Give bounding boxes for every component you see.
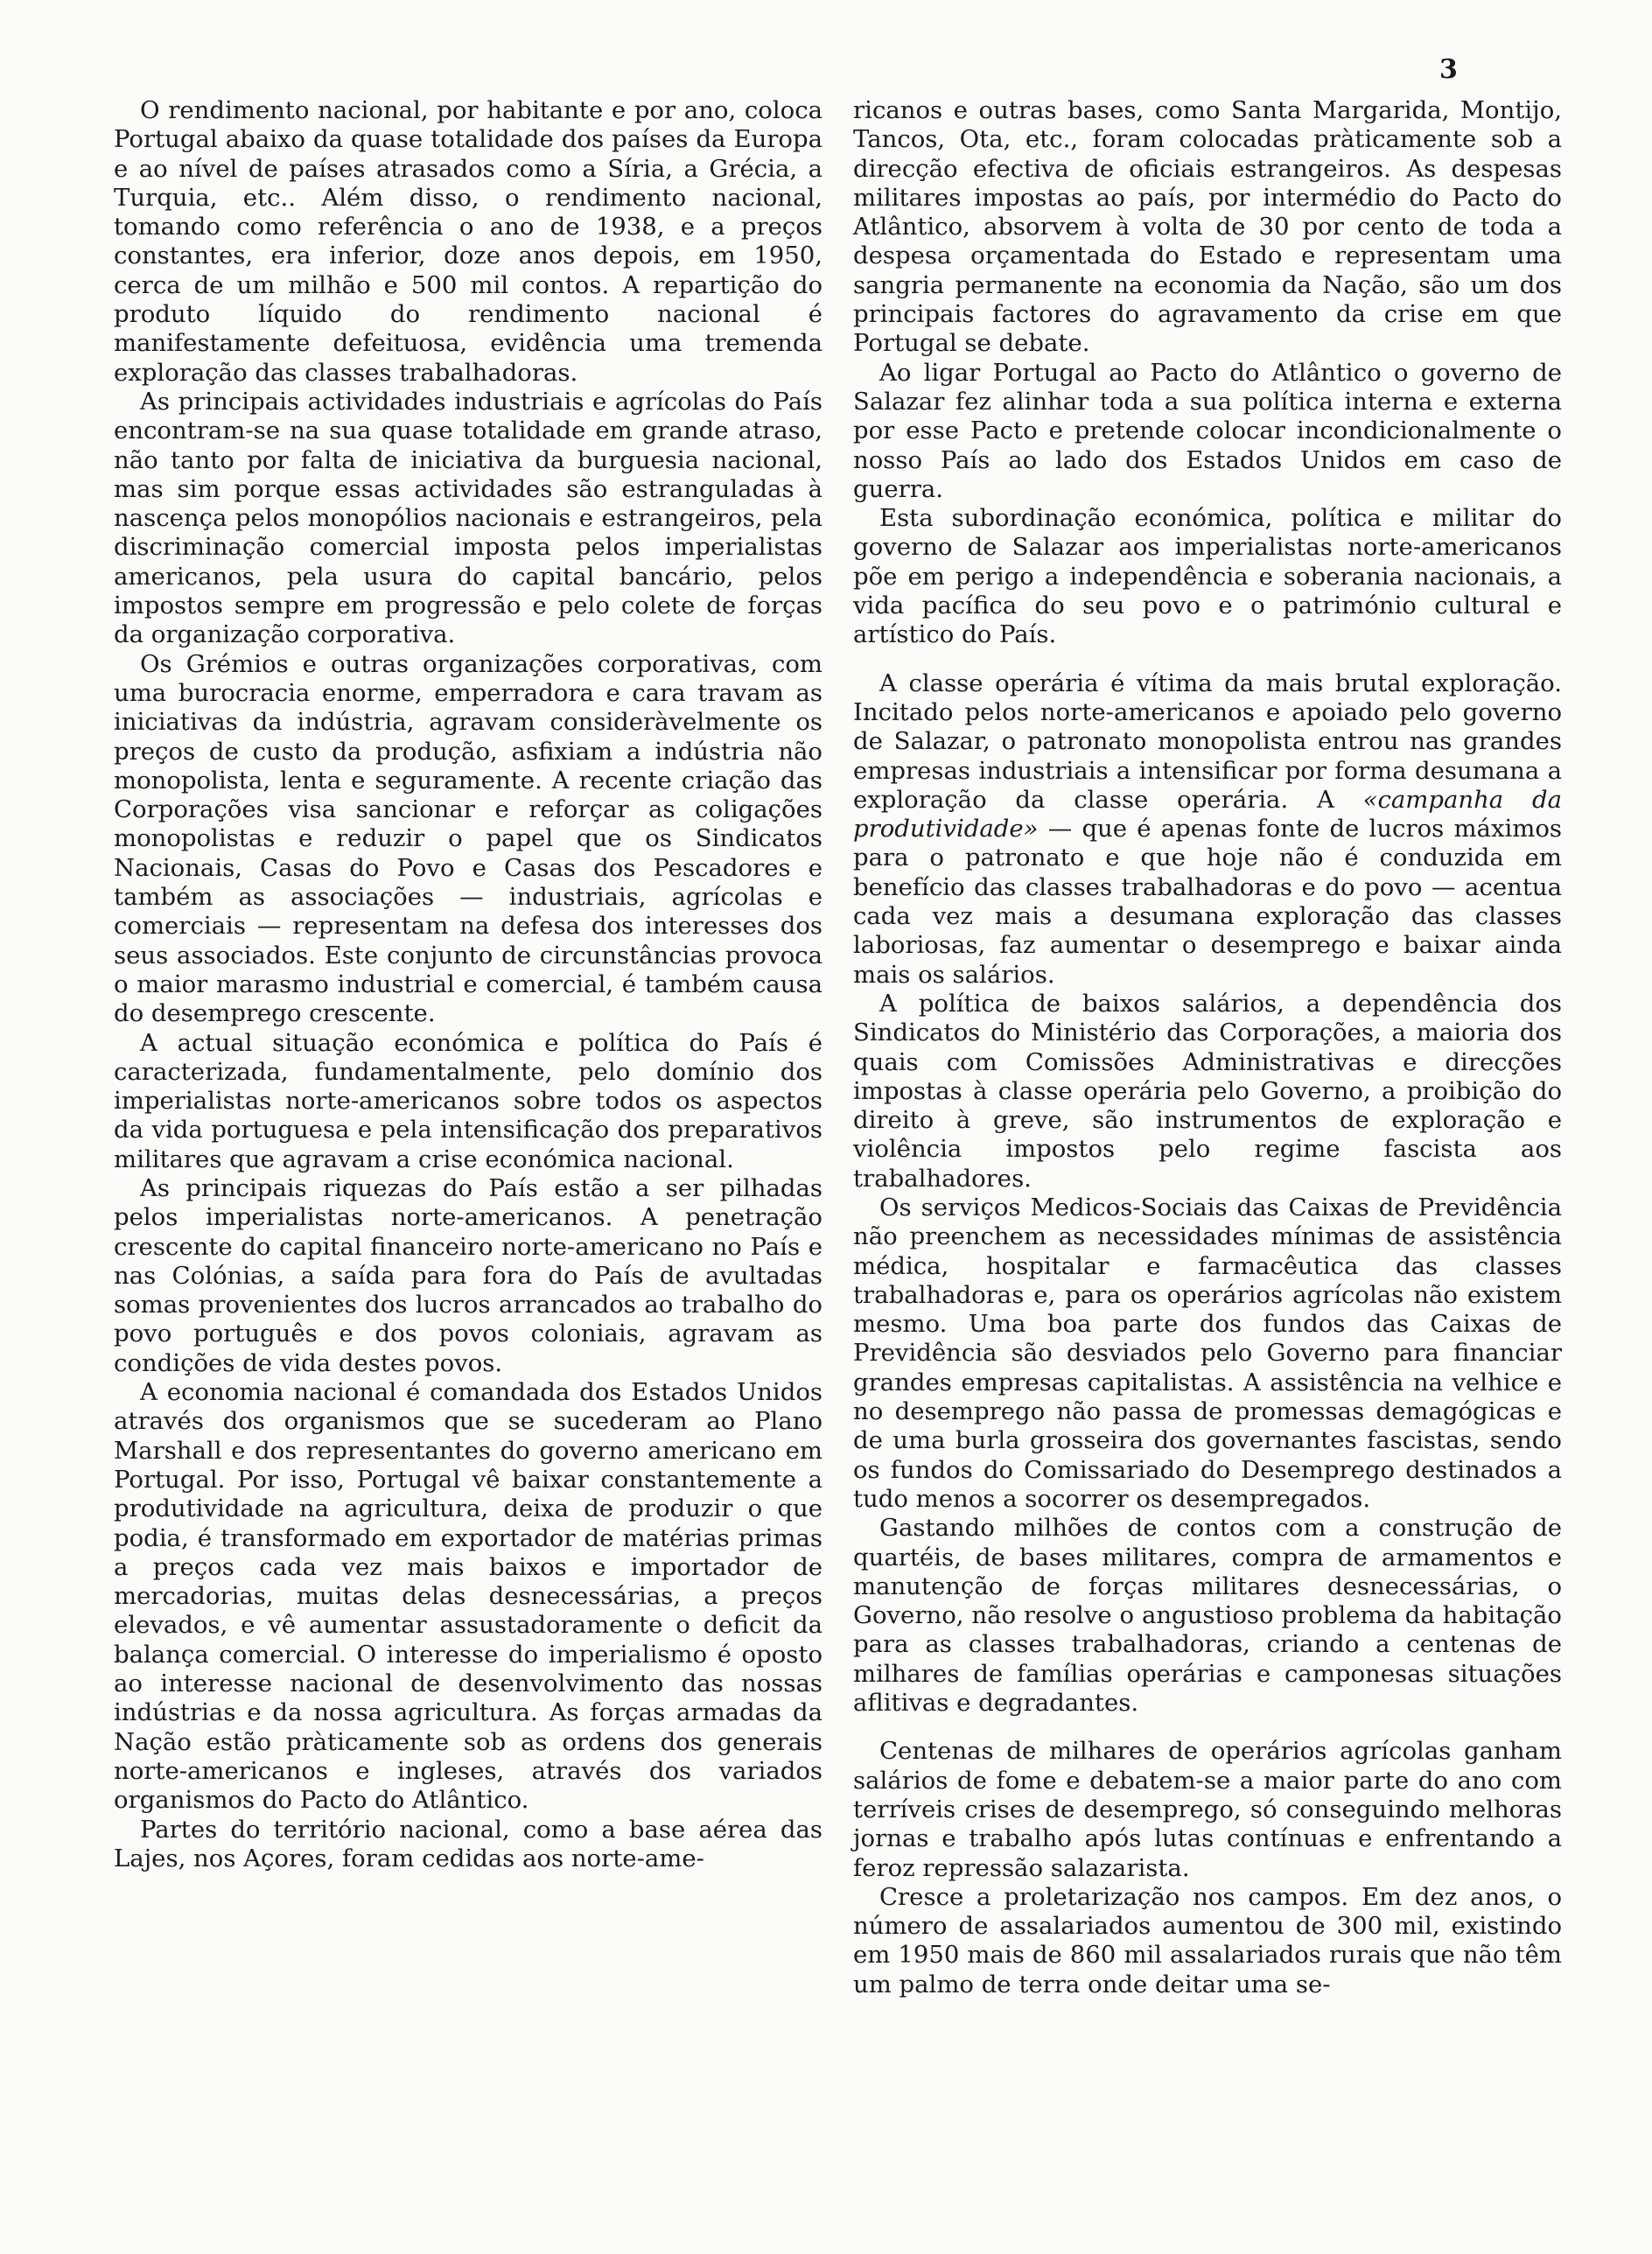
- paragraph: Cresce a proletarização nos campos. Em dez anos, o número de assalariados aumentou de 300 mil, existindo em 1950 mais de 860 mil assalariados rurais que não têm um palmo de terra onde deitar uma se-: [853, 1882, 1562, 1998]
- paragraph-text: A classe operária é vítima da mais brutal exploração. Incitado pelos norte-americanos e apoiado pelo governo de Salazar, o patronato monopolista entrou nas grandes empresas industriais a intensificar por forma desumana a exploração da classe operária. A: [853, 668, 1562, 814]
- paragraph: Esta subordinação económica, política e militar do governo de Salazar aos imperialistas norte-americanos põe em perigo a independência e soberania nacionais, a vida pacífica do seu povo e o património cultural e artístico do País.: [853, 504, 1562, 649]
- paragraph: Partes do território nacional, como a base aérea das Lajes, nos Açores, foram cedidas aos norte-ame-: [114, 1815, 822, 1872]
- right-column: [853, 96, 1562, 1999]
- paragraph: As principais actividades industriais e agrícolas do País encontram-se na sua quase totalidade em grande atraso, não tanto por falta de iniciativa da burguesia nacional, mas sim porque essas actividades são estranguladas à nascença pelos monopólios nacionais e estrangeiros, pela discriminação comercial imposta pelos imperialistas americanos, pela usura do capital bancário, pelos impostos sempre em progressão e pelo colete de forças da organização corporativa.: [114, 387, 822, 649]
- paragraph: Ao ligar Portugal ao Pacto do Atlântico o governo de Salazar fez alinhar toda a sua política interna e externa por esse Pacto e pretende colocar incondicionalmente o nosso País ao lado dos Estados Unidos em caso de guerra.: [853, 358, 1562, 503]
- paragraph: Centenas de milhares de operários agrícolas ganham salários de fome e debatem-se a maior parte do ano com terríveis crises de desemprego, só conseguindo melhoras jornas e trabalho após lutas contínuas e enfrentando a feroz repressão salazarista.: [853, 1737, 1562, 1882]
- page-number: 3: [1439, 54, 1458, 85]
- paragraph: A política de baixos salários, a dependência dos Sindicatos do Ministério das Corporações, a maioria dos quais com Comissões Administrativas e direcções impostas à classe operária pelo Governo, a proibição do direito à greve, são instrumentos de exploração e violência impostos pelo regime fascista aos trabalhadores.: [853, 989, 1562, 1193]
- paragraph: A economia nacional é comandada dos Estados Unidos através dos organismos que se sucederam ao Plano Marshall e dos representantes do governo americano em Portugal. Por isso, Portugal vê baixar constantemente a produtividade na agricultura, deixa de produzir o que podia, é transformado em exportador de matérias primas a preços cada vez mais baixos e importador de mercadorias, muitas delas desnecessárias, a preços elevados, e vê aumentar assustadoramente o deficit da balança comercial. O interesse do imperialismo é oposto ao interesse nacional de desenvolvimento das nossas indústrias e da nossa agricultura. As forças armadas da Nação estão pràticamente sob as ordens dos generais norte-americanos e ingleses, através dos variados organismos do Pacto do Atlântico.: [114, 1378, 822, 1815]
- paragraph: Gastando milhões de contos com a construção de quartéis, de bases militares, compra de armamentos e manutenção de forças militares desnecessárias, o Governo, não resolve o angustioso problema da habitação para as classes trabalhadoras, criando a centenas de milhares de famílias operárias e camponesas situações aflitivas e degradantes.: [853, 1514, 1562, 1718]
- paragraph-text: — que é apenas fonte de lucros máximos para o patronato e que hoje não é conduzida em benefício das classes trabalhadoras e do povo — acentua cada vez mais a desumana exploração das classes laboriosas, faz aumentar o desemprego e baixar ainda mais os salários.: [853, 815, 1562, 989]
- paragraph: As principais riquezas do País estão a ser pilhadas pelos imperialistas norte-americanos. A penetração crescente do capital financeiro norte-americano no País e nas Colónias, a saída para fora do País de avultadas somas provenientes dos lucros arrancados ao trabalho do povo português e dos povos coloniais, agravam as condições de vida destes povos.: [114, 1173, 822, 1377]
- emphasis-quote: «campanha da produtividade»: [853, 785, 1562, 844]
- left-column: [114, 96, 822, 1873]
- paragraph: ricanos e outras bases, como Santa Margarida, Montijo, Tancos, Ota, etc., foram colocadas pràticamente sob a direcção efectiva de oficiais estrangeiros. As despesas militares impostas ao país, por intermédio do Pacto do Atlântico, absorvem à volta de 30 por cento de toda a despesa orçamentada do Estado e representam uma sangria permanente na economia da Nação, são um dos principais factores do agravamento da crise em que Portugal se debate.: [853, 96, 1562, 358]
- paragraph: A actual situação económica e política do País é caracterizada, fundamentalmente, pelo domínio dos imperialistas norte-americanos sobre todos os aspectos da vida portuguesa e pela intensificação dos preparativos militares que agravam a crise económica nacional.: [114, 1028, 822, 1173]
- paragraph: O rendimento nacional, por habitante e por ano, coloca Portugal abaixo da quase totalidade dos países da Europa e ao nível de países atrasados como a Síria, a Grécia, a Turquia, etc.. Além disso, o rendimento nacional, tomando como referência o ano de 1938, e a preços constantes, era inferior, doze anos depois, em 1950, cerca de um milhão e 500 mil contos. A repartição do produto líquido do rendimento nacional é manifestamente defeituosa, evidência uma tremenda exploração das classes trabalhadoras.: [114, 96, 822, 387]
- paragraph: [853, 669, 1562, 990]
- paragraph: Os Grémios e outras organizações corporativas, com uma burocracia enorme, emperradora e cara travam as iniciativas da indústria, agravam consideràvelmente os preços de custo da produção, asfixiam a indústria não monopolista, lenta e seguramente. A recente criação das Corporações visa sancionar e reforçar as coligações monopolistas e reduzir o papel que os Sindicatos Nacionais, Casas do Povo e Casas dos Pescadores e também as associações — industriais, agrícolas e comerciais — representam na defesa dos interesses dos seus associados. Este conjunto de circunstâncias provoca o maior marasmo industrial e comercial, é também causa do desemprego crescente.: [114, 649, 822, 1028]
- paragraph: Os serviços Medicos-Sociais das Caixas de Previdência não preenchem as necessidades mínimas de assistência médica, hospitalar e farmacêutica das classes trabalhadoras e, para os operários agrícolas não existem mesmo. Uma boa parte dos fundos das Caixas de Previdência são desviados pelo Governo para financiar grandes empresas capitalistas. A assistência na velhice e no desemprego não passa de promessas demagógicas e de uma burla grosseira dos governantes fascistas, sendo os fundos do Comissariado do Desemprego destinados a tudo menos a socorrer os desempregados.: [853, 1193, 1562, 1513]
